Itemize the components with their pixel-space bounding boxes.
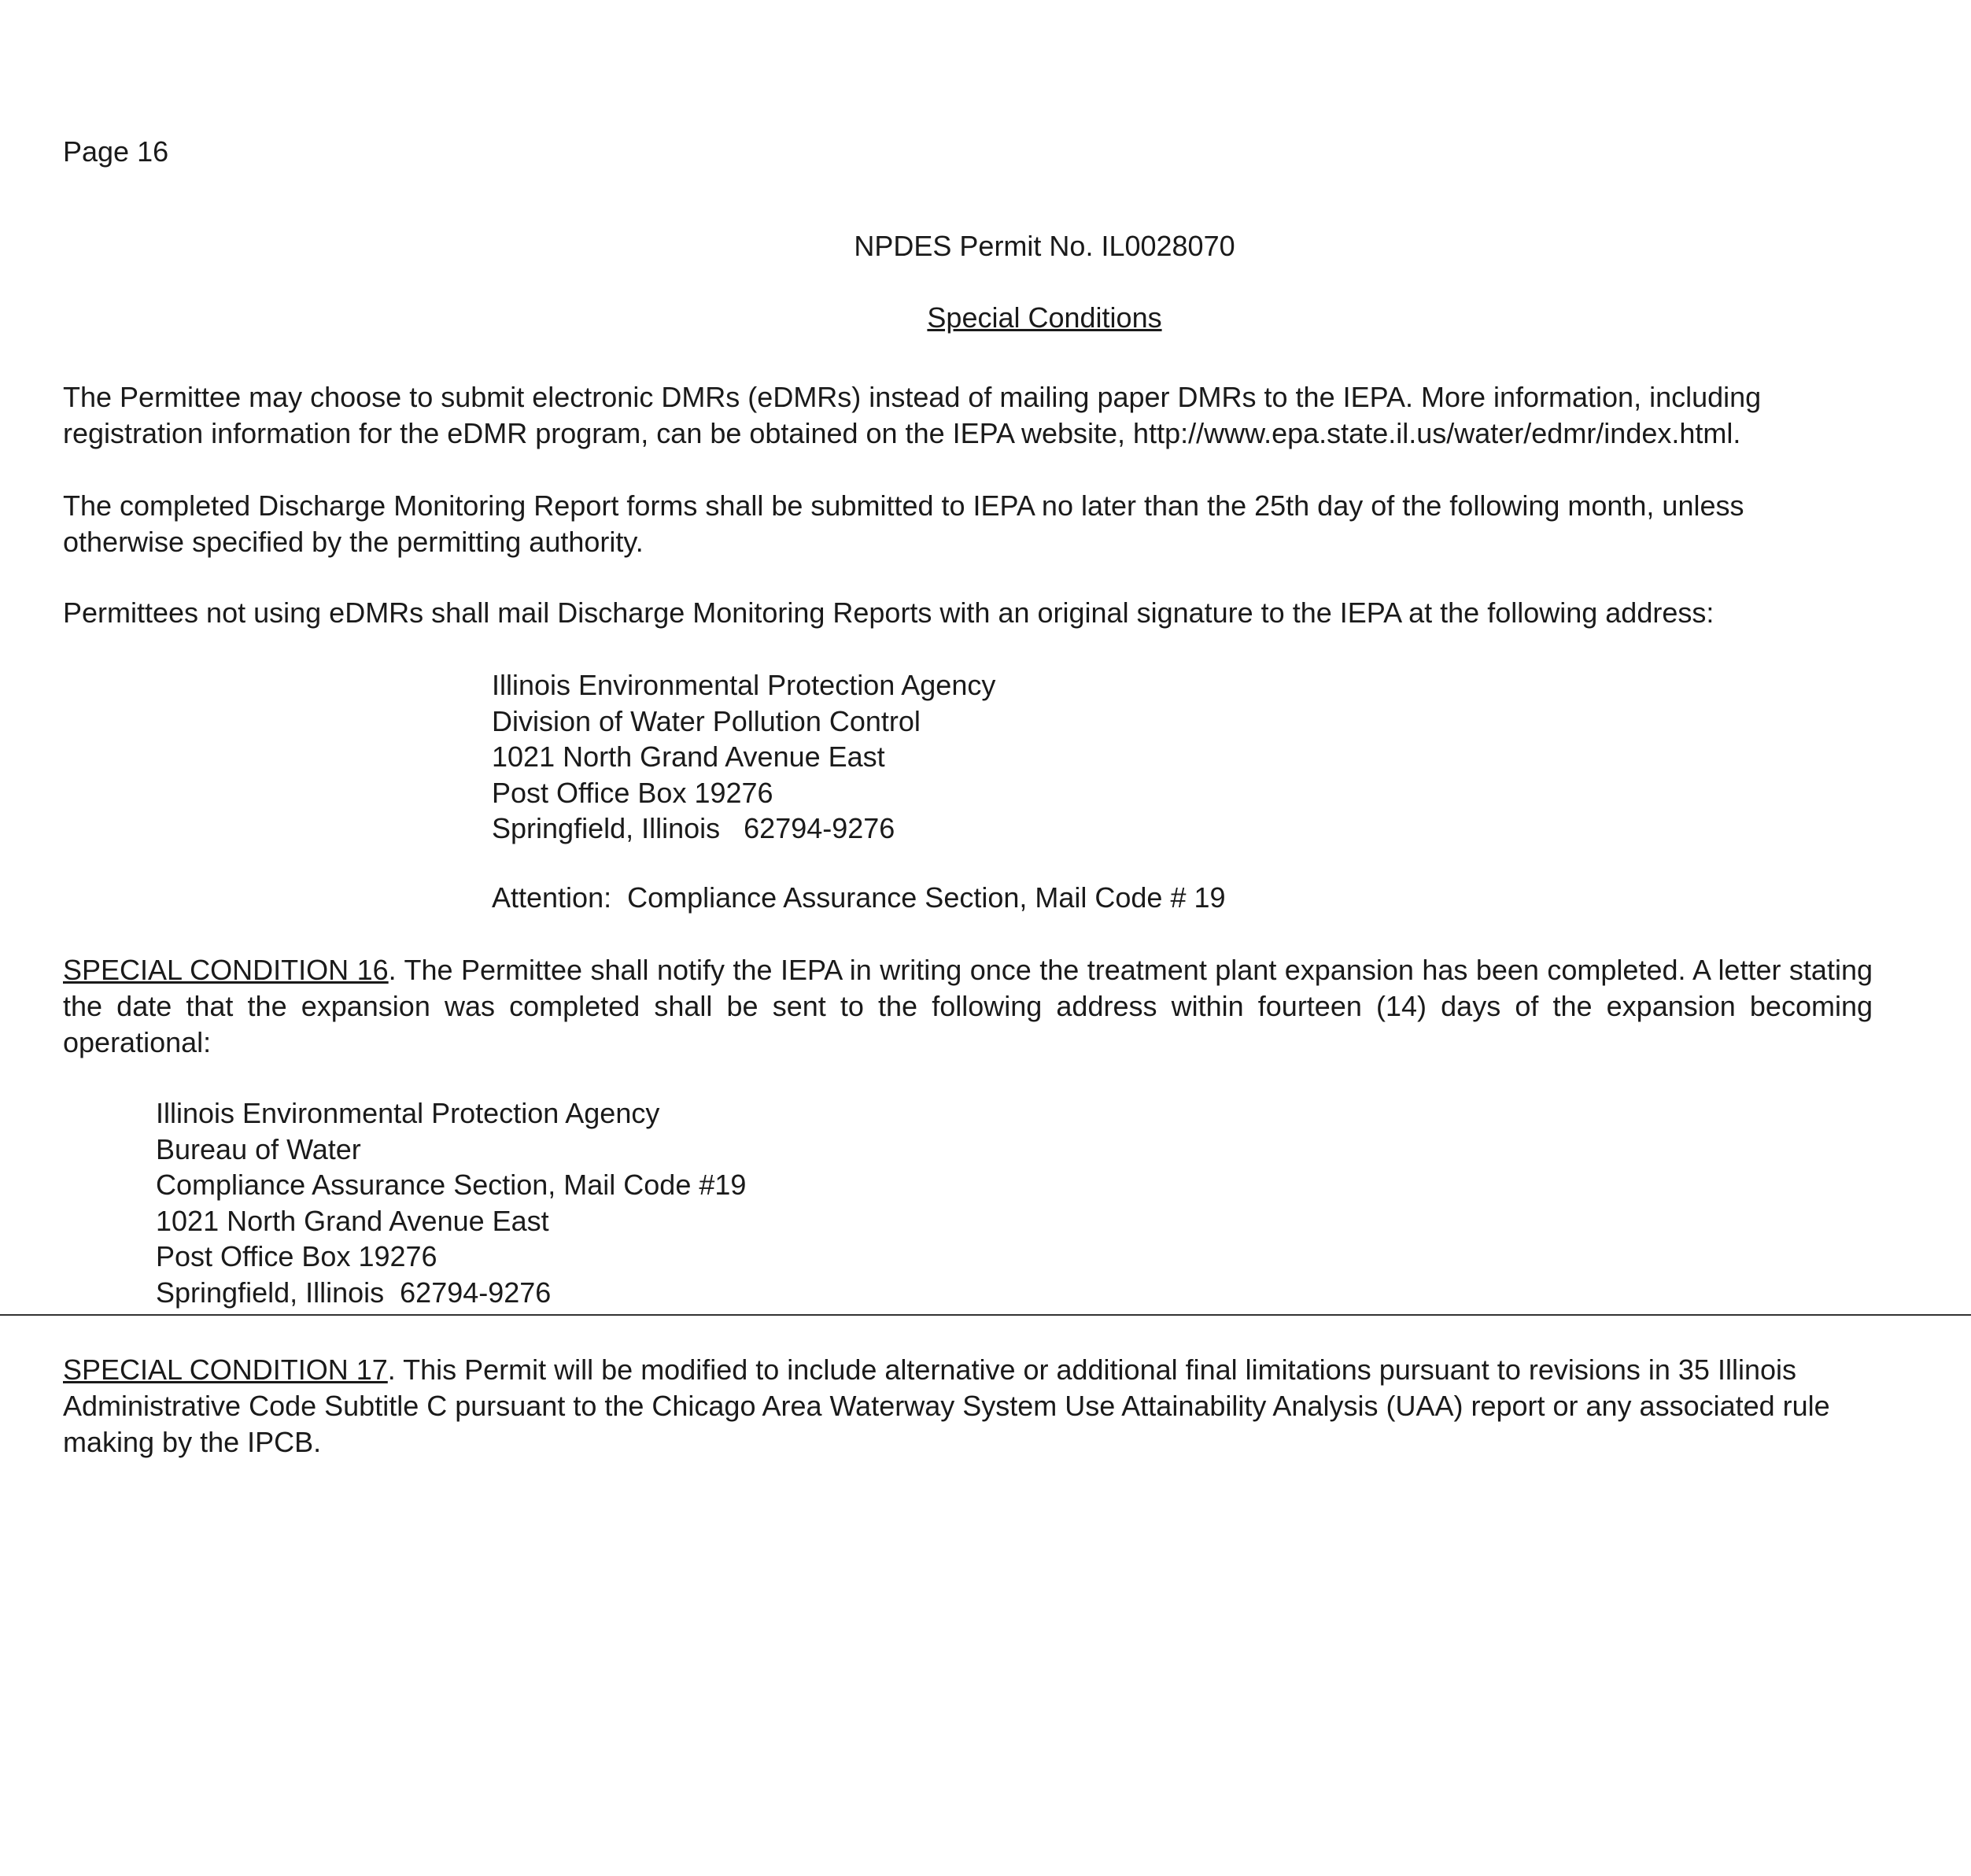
page-number: Page 16 (63, 135, 169, 168)
address-line: 1021 North Grand Avenue East (156, 1204, 549, 1237)
horizontal-divider (0, 1314, 1971, 1316)
address-line: Springfield, Illinois 62794-9276 (156, 1276, 552, 1309)
address-line: Post Office Box 19276 (492, 776, 773, 809)
mail-instructions-paragraph: Permittees not using eDMRs shall mail Discharge Monitoring Reports with an original signature to the IEPA at the following address: (63, 596, 1714, 629)
condition-17-label: SPECIAL CONDITION 17 (63, 1353, 388, 1386)
address-line: Post Office Box 19276 (156, 1240, 437, 1272)
condition-17-text: . This Permit will be modified to include alternative or additional final limitations pursuant to revisions in 35 Illinois Administrative Code Subtitle C pursuant to the Chicago Area Waterway System Use Attainability Analysis (UAA) report or any associated rule making by the IPCB. (63, 1353, 1830, 1458)
condition-16-label: SPECIAL CONDITION 16 (63, 954, 389, 986)
address-line: Division of Water Pollution Control (492, 704, 921, 737)
address-line: Springfield, Illinois 62794-9276 (492, 812, 895, 844)
attention-line: Attention: Compliance Assurance Section, Mail Code # 19 (492, 881, 1226, 914)
special-condition-16 (63, 952, 1873, 1061)
edmr-option-paragraph: The Permittee may choose to submit electronic DMRs (eDMRs) instead of mailing paper DMRs to the IEPA. More information, including registration information for the eDMR program, can be obtained on the IEPA website, http://www.epa.state.il.us/water/edmr/index.html. (63, 381, 1762, 449)
special-condition-17 (63, 1352, 1873, 1461)
address-line: Illinois Environmental Protection Agency (492, 669, 996, 701)
address-line: Bureau of Water (156, 1132, 361, 1165)
address-line: Illinois Environmental Protection Agency (156, 1097, 660, 1129)
address-line: Compliance Assurance Section, Mail Code #19 (156, 1169, 747, 1201)
dmr-mailing-address (492, 667, 995, 847)
condition-16-text: . The Permittee shall notify the IEPA in writing once the treatment plant expansion has been completed. A letter stating the date that the expansion was completed shall be sent to the following address within fourteen (14) days of the expansion becoming operational: (63, 954, 1873, 1058)
condition-16-address (156, 1095, 746, 1310)
section-title: Special Conditions (927, 301, 1162, 334)
permit-number: NPDES Permit No. IL0028070 (854, 230, 1235, 262)
due-date-paragraph: The completed Discharge Monitoring Report forms shall be submitted to IEPA no later than the 25th day of the following month, unless otherwise specified by the permitting authority. (63, 489, 1744, 558)
address-line: 1021 North Grand Avenue East (492, 740, 885, 773)
